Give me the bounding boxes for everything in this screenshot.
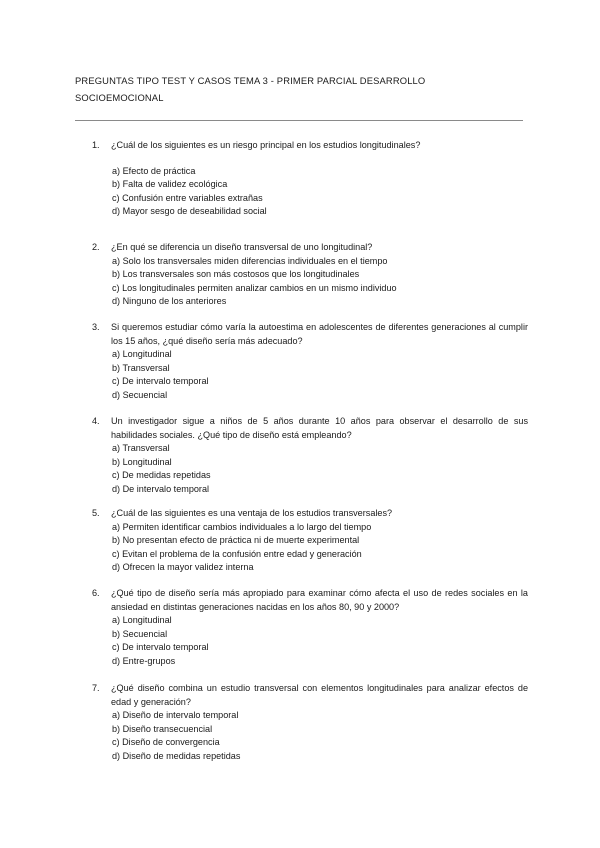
horizontal-divider	[75, 120, 523, 121]
question-number: 6.	[92, 588, 100, 598]
answer-option-a: a) Transversal	[112, 443, 170, 453]
answer-options	[112, 255, 528, 309]
answer-option-d: d) Ofrecen la mayor validez interna	[112, 562, 254, 573]
answer-option-b: b) Diseño transecuencial	[112, 723, 213, 734]
answer-option-d: d) Secuencial	[112, 389, 168, 400]
answer-option-b: b) Los transversales son más costosos que los longitudinales	[112, 269, 360, 280]
answer-option-c: c) Evitan el problema de la confusión entre edad y generación	[112, 548, 362, 559]
question-text: Si queremos estudiar cómo varía la autoestima en adolescentes de diferentes generaciones al cumplir los 15 años, ¿qué diseño sería más adecuado?	[111, 322, 528, 346]
answer-option-c: c) De intervalo temporal	[112, 376, 209, 387]
answer-option-b: b) Falta de validez ecológica	[112, 179, 228, 190]
answer-option-b: b) No presentan efecto de práctica ni de muerte experimental	[112, 535, 360, 546]
question-5	[92, 507, 528, 575]
answer-option-a: a) Diseño de intervalo temporal	[112, 710, 239, 720]
question-1	[92, 139, 528, 219]
question-text: ¿Qué tipo de diseño sería más apropiado para examinar cómo afecta el uso de redes sociales en la ansiedad en distintas generaciones nacidas en los años 80, 90 y 2000?	[111, 588, 528, 612]
question-text: ¿Cuál de los siguientes es un riesgo principal en los estudios longitudinales?	[111, 140, 421, 150]
question-6	[92, 587, 528, 668]
answer-options	[112, 614, 528, 668]
answer-option-a: a) Longitudinal	[112, 615, 172, 625]
answer-option-b: b) Secuencial	[112, 628, 168, 639]
question-number: 4.	[92, 416, 100, 426]
answer-option-b: b) Longitudinal	[112, 456, 172, 467]
document-title-line-2: SOCIOEMOCIONAL	[75, 92, 164, 103]
answer-options	[112, 165, 528, 219]
answer-options	[112, 442, 528, 496]
answer-option-d: d) Ninguno de los anteriores	[112, 296, 227, 307]
question-number: 1.	[92, 140, 100, 150]
question-number: 5.	[92, 508, 100, 518]
question-7	[92, 682, 528, 763]
answer-option-a: a) Solo los transversales miden diferencias individuales en el tiempo	[112, 255, 388, 266]
answer-option-d: d) De intervalo temporal	[112, 483, 210, 494]
question-text: ¿Cuál de las siguientes es una ventaja de los estudios transversales?	[111, 508, 393, 518]
answer-option-a: a) Efecto de práctica	[112, 165, 196, 176]
answer-option-c: c) Diseño de convergencia	[112, 737, 220, 748]
question-number: 7.	[92, 683, 100, 693]
answer-option-d: d) Mayor sesgo de deseabilidad social	[112, 206, 267, 217]
question-text: ¿En qué se diferencia un diseño transversal de uno longitudinal?	[111, 242, 373, 252]
question-4	[92, 415, 528, 496]
question-2	[92, 241, 528, 309]
answer-option-a: a) Longitudinal	[112, 349, 172, 359]
answer-option-d: d) Entre-grupos	[112, 655, 176, 666]
answer-option-d: d) Diseño de medidas repetidas	[112, 750, 241, 761]
document-title	[75, 72, 535, 106]
answer-options	[112, 709, 528, 763]
question-number: 2.	[92, 242, 100, 252]
answer-option-c: c) Los longitudinales permiten analizar cambios en un mismo individuo	[112, 282, 397, 293]
answer-options	[112, 521, 528, 575]
answer-option-b: b) Transversal	[112, 362, 170, 373]
question-3	[92, 321, 528, 402]
document-title-line-1: PREGUNTAS TIPO TEST Y CASOS TEMA 3 - PRIMER PARCIAL DESARROLLO	[75, 75, 426, 86]
answer-option-c: c) Confusión entre variables extrañas	[112, 192, 263, 203]
answer-options	[112, 348, 528, 402]
question-text: ¿Qué diseño combina un estudio transversal con elementos longitudinales para analizar efectos de edad y generación?	[111, 683, 528, 707]
answer-option-a: a) Permiten identificar cambios individuales a lo largo del tiempo	[112, 521, 372, 532]
answer-option-c: c) De intervalo temporal	[112, 642, 209, 653]
question-number: 3.	[92, 322, 100, 332]
answer-option-c: c) De medidas repetidas	[112, 470, 211, 481]
question-text: Un investigador sigue a niños de 5 años durante 10 años para observar el desarrollo de sus habilidades sociales. ¿Qué tipo de diseño está empleando?	[111, 416, 528, 440]
